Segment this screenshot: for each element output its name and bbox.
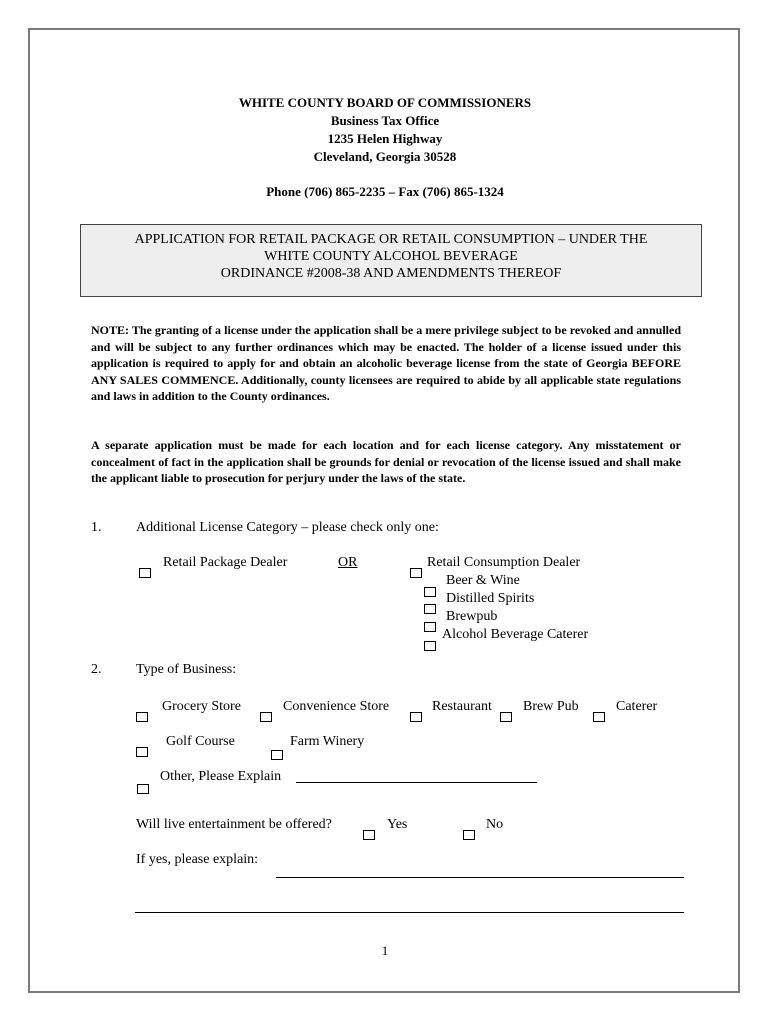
- other-label: Other, Please Explain: [160, 769, 282, 784]
- application-title-line3: ORDINANCE #2008-38 AND AMENDMENTS THEREOF: [220, 266, 562, 281]
- explain-line-1[interactable]: [276, 877, 684, 878]
- beer-wine-label: Beer & Wine: [446, 573, 520, 588]
- retail-package-checkbox[interactable]: [139, 568, 151, 578]
- live-no-label: No: [486, 817, 504, 832]
- convenience-store-label: Convenience Store: [283, 699, 390, 714]
- convenience-store-checkbox[interactable]: [260, 712, 272, 722]
- live-no-checkbox[interactable]: [463, 830, 475, 840]
- application-title-box: [80, 224, 702, 297]
- golf-course-label: Golf Course: [166, 734, 235, 749]
- retail-consumption-checkbox[interactable]: [410, 568, 422, 578]
- application-title-line2: WHITE COUNTY ALCOHOL BEVERAGE: [264, 249, 518, 264]
- golf-course-checkbox[interactable]: [136, 747, 148, 757]
- grocery-store-checkbox[interactable]: [136, 712, 148, 722]
- alcohol-beverage-caterer-label: Alcohol Beverage Caterer: [442, 627, 589, 642]
- caterer-checkbox[interactable]: [593, 712, 605, 722]
- header-org: WHITE COUNTY BOARD OF COMMISSIONERS: [238, 95, 532, 110]
- section1-prompt: Additional License Category – please check only one:: [136, 520, 439, 535]
- live-entertainment-question: Will live entertainment be offered?: [136, 817, 332, 832]
- retail-package-label: Retail Package Dealer: [163, 555, 288, 570]
- if-yes-explain-label: If yes, please explain:: [136, 852, 259, 867]
- section2-prompt: Type of Business:: [136, 662, 237, 677]
- other-explain-line[interactable]: [296, 782, 537, 783]
- brewpub-label: Brewpub: [446, 609, 498, 624]
- live-yes-label: Yes: [387, 817, 408, 832]
- header-address1: 1235 Helen Highway: [327, 131, 443, 146]
- restaurant-checkbox[interactable]: [410, 712, 422, 722]
- brewpub-checkbox[interactable]: [424, 622, 436, 632]
- distilled-spirits-checkbox[interactable]: [424, 604, 436, 614]
- restaurant-label: Restaurant: [432, 699, 492, 714]
- note-paragraph: NOTE: The granting of a license under the application shall be a mere privilege subject to be revoked and annulled and will be subject to any further ordinances which may be enacted. The holder of a license issued under this application is required to apply for and obtain an alcoholic beverage license from the state of Georgia BEFORE ANY SALES COMMENCE. Additionally, county licensees are required to abide by all applicable state regulations and laws in addition to the County ordinances.: [91, 323, 681, 403]
- explain-line-2[interactable]: [135, 912, 684, 913]
- brew-pub-label: Brew Pub: [523, 699, 579, 714]
- header-phone-fax: Phone (706) 865-2235 – Fax (706) 865-1324: [266, 184, 504, 199]
- header-address2: Cleveland, Georgia 30528: [313, 149, 457, 164]
- other-checkbox[interactable]: [137, 784, 149, 794]
- caterer-label: Caterer: [616, 699, 658, 714]
- page-number: 1: [381, 943, 389, 958]
- header-office: Business Tax Office: [330, 113, 440, 128]
- farm-winery-checkbox[interactable]: [271, 750, 283, 760]
- separate-application-paragraph: A separate application must be made for each location and for each license category. Any misstatement or concealment of fact in the application shall be grounds for denial or revocation of the license issued and shall make the applicant liable to prosecution for perjury under the laws of the state.: [91, 438, 681, 485]
- application-title-line1: APPLICATION FOR RETAIL PACKAGE OR RETAIL CONSUMPTION – UNDER THE: [134, 232, 648, 247]
- section2-number: 2.: [91, 662, 102, 677]
- brew-pub-checkbox[interactable]: [500, 712, 512, 722]
- beer-wine-checkbox[interactable]: [424, 587, 436, 597]
- distilled-spirits-label: Distilled Spirits: [446, 591, 535, 606]
- farm-winery-label: Farm Winery: [290, 734, 365, 749]
- live-yes-checkbox[interactable]: [363, 830, 375, 840]
- grocery-store-label: Grocery Store: [162, 699, 241, 714]
- alcohol-beverage-caterer-checkbox[interactable]: [424, 641, 436, 651]
- section1-number: 1.: [91, 520, 102, 535]
- retail-consumption-label: Retail Consumption Dealer: [427, 555, 581, 570]
- document-page: [28, 28, 740, 993]
- or-label: OR: [338, 555, 358, 570]
